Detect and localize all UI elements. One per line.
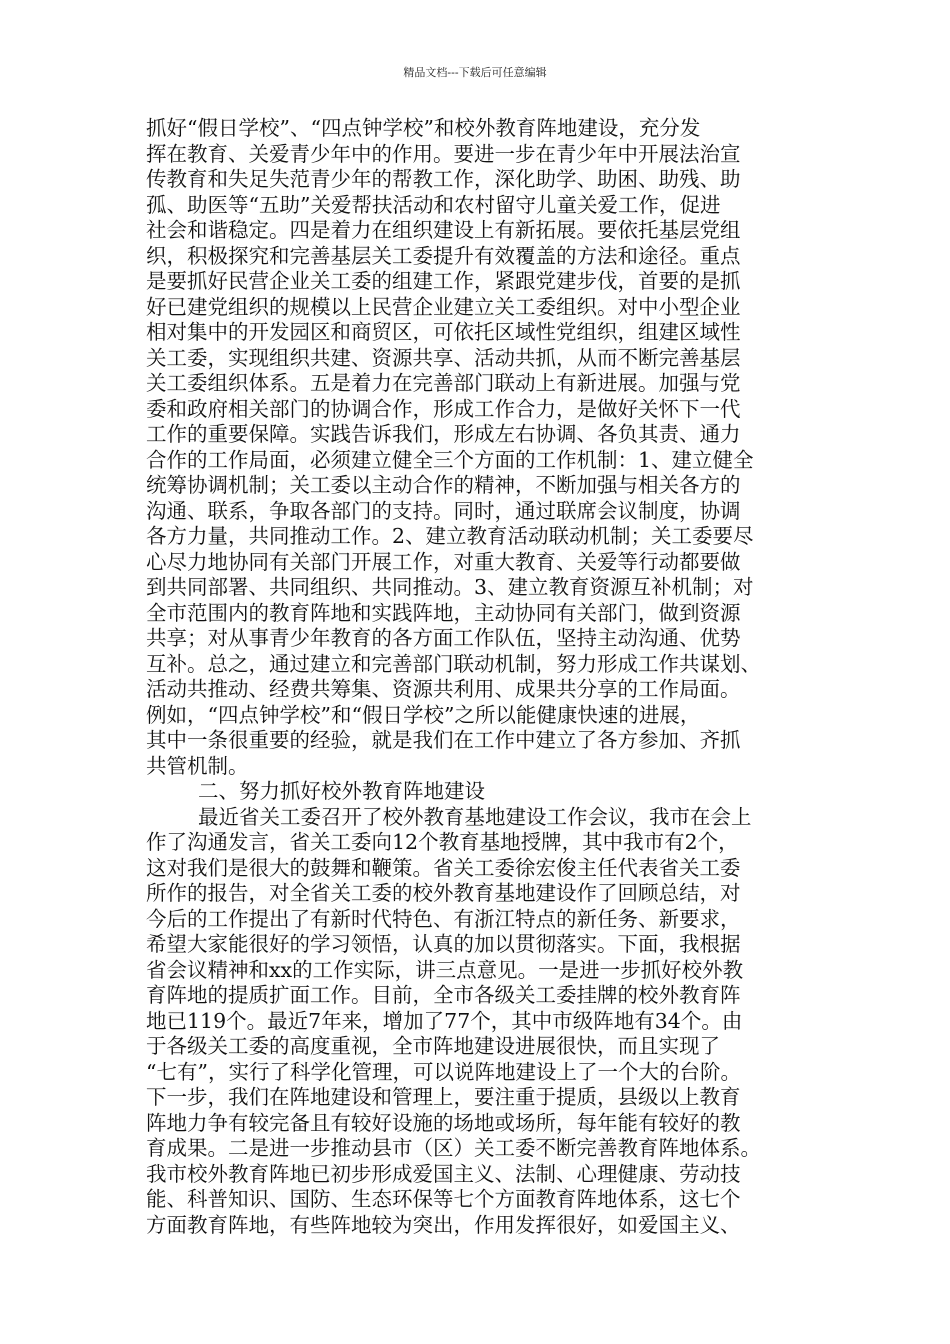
text-line: 今后的工作提出了有新时代特色、有浙江特点的新任务、新要求，	[146, 906, 741, 931]
page-header: 精品文档---下载后可任意编辑	[403, 66, 547, 79]
text-line: 互补。总之，通过建立和完善部门联动机制，努力形成工作共谋划、	[146, 651, 761, 676]
text-line: 于各级关工委的高度重视，全市阵地建设进展很快，而且实现了	[146, 1034, 720, 1058]
text-line: 活动共推动、经费共筹集、资源共利用、成果共分享的工作局面。	[146, 677, 741, 701]
section-heading: 二、努力抓好校外教育阵地建设	[198, 779, 485, 803]
text-line: 合作的工作局面，必须建立健全三个方面的工作机制：1、建立健全	[146, 447, 754, 472]
document-body	[146, 116, 810, 1238]
text-line: 全市范围内的教育阵地和实践阵地，主动协同有关部门，做到资源	[146, 600, 741, 625]
text-line: 共享；对从事青少年教育的各方面工作队伍，坚持主动沟通、优势	[146, 626, 741, 650]
text-line: 关工委组织体系。五是着力在完善部门联动上有新进展。加强与党	[146, 371, 741, 395]
text-line: 育阵地的提质扩面工作。目前，全市各级关工委挂牌的校外教育阵	[146, 983, 741, 1007]
text-line: 地已119个。最近7年来，增加了77个，其中市级阵地有34个。由	[146, 1008, 743, 1033]
text-line: 社会和谐稳定。四是着力在组织建设上有新拓展。要依托基层党组	[146, 218, 741, 242]
text-line: 委和政府相关部门的协调合作，形成工作合力，是做好关怀下一代	[146, 396, 741, 421]
text-line: 沟通、联系，争取各部门的支持。同时，通过联席会议制度，协调	[146, 498, 741, 523]
text-line: 例如，“四点钟学校”和“假日学校”之所以能健康快速的进展，	[146, 702, 701, 727]
text-line: 这对我们是很大的鼓舞和鞭策。省关工委徐宏俊主任代表省关工委	[146, 855, 741, 880]
text-line: 阵地力争有较完备且有较好设施的场地或场所，每年能有较好的教	[146, 1110, 741, 1135]
text-line: 其中一条很重要的经验，就是我们在工作中建立了各方参加、齐抓	[146, 728, 741, 752]
text-line: 最近省关工委召开了校外教育基地建设工作会议，我市在会上	[198, 804, 752, 829]
text-line: 希望大家能很好的学习领悟，认真的加以贯彻落实。下面，我根据	[146, 932, 741, 956]
text-line: 挥在教育、关爱青少年中的作用。要进一步在青少年中开展法治宣	[146, 141, 741, 166]
text-line: 所作的报告，对全省关工委的校外教育基地建设作了回顾总结，对	[146, 881, 741, 905]
text-line: 是要抓好民营企业关工委的组建工作，紧跟党建步伐，首要的是抓	[146, 269, 741, 293]
text-line: 工作的重要保障。实践告诉我们，形成左右协调、各负其责、通力	[146, 422, 741, 446]
text-line: 各方力量，共同推动工作。2、建立教育活动联动机制；关工委要尽	[146, 524, 754, 548]
text-line: 方面教育阵地，有些阵地较为突出，作用发挥很好，如爱国主义、	[146, 1212, 741, 1237]
text-line: 孤、助医等“五助”关爱帮扶活动和农村留守儿童关爱工作，促进	[146, 192, 721, 217]
text-line: 作了沟通发言，省关工委向12个教育基地授牌，其中我市有2个，	[146, 830, 739, 854]
text-line: 传教育和失足失范青少年的帮教工作，深化助学、助困、助残、助	[146, 167, 741, 191]
text-line: 统筹协调机制；关工委以主动合作的精神，不断加强与相关各方的	[146, 473, 741, 497]
text-line: 育成果。二是进一步推动县市（区）关工委不断完善教育阵地体系。	[146, 1136, 761, 1160]
text-line: 省会议精神和xx的工作实际，讲三点意见。一是进一步抓好校外教	[146, 957, 744, 982]
text-line: 关工委，实现组织共建、资源共享、活动共抓，从而不断完善基层	[146, 345, 741, 370]
text-line: 到共同部署、共同组织、共同推动。3、建立教育资源互补机制；对	[146, 575, 754, 599]
text-line: “七有”，实行了科学化管理，可以说阵地建设上了一个大的台阶。	[146, 1059, 741, 1084]
text-line: 我市校外教育阵地已初步形成爱国主义、法制、心理健康、劳动技	[146, 1161, 741, 1186]
text-line: 相对集中的开发园区和商贸区，可依托区域性党组织，组建区域性	[146, 320, 741, 344]
text-line: 心尽力地协同有关部门开展工作，对重大教育、关爱等行动都要做	[146, 549, 741, 574]
text-line: 织，积极探究和完善基层关工委提升有效覆盖的方法和途径。重点	[146, 243, 741, 268]
text-line: 抓好“假日学校”、“四点钟学校”和校外教育阵地建设，充分发	[146, 116, 701, 140]
text-line: 能、科普知识、国防、生态环保等七个方面教育阵地体系，这七个	[146, 1187, 741, 1211]
text-line: 好已建党组织的规模以上民营企业建立关工委组织。对中小型企业	[146, 294, 741, 319]
text-line: 共管机制。	[146, 753, 249, 778]
text-line: 下一步，我们在阵地建设和管理上，要注重于提质，县级以上教育	[146, 1085, 741, 1109]
